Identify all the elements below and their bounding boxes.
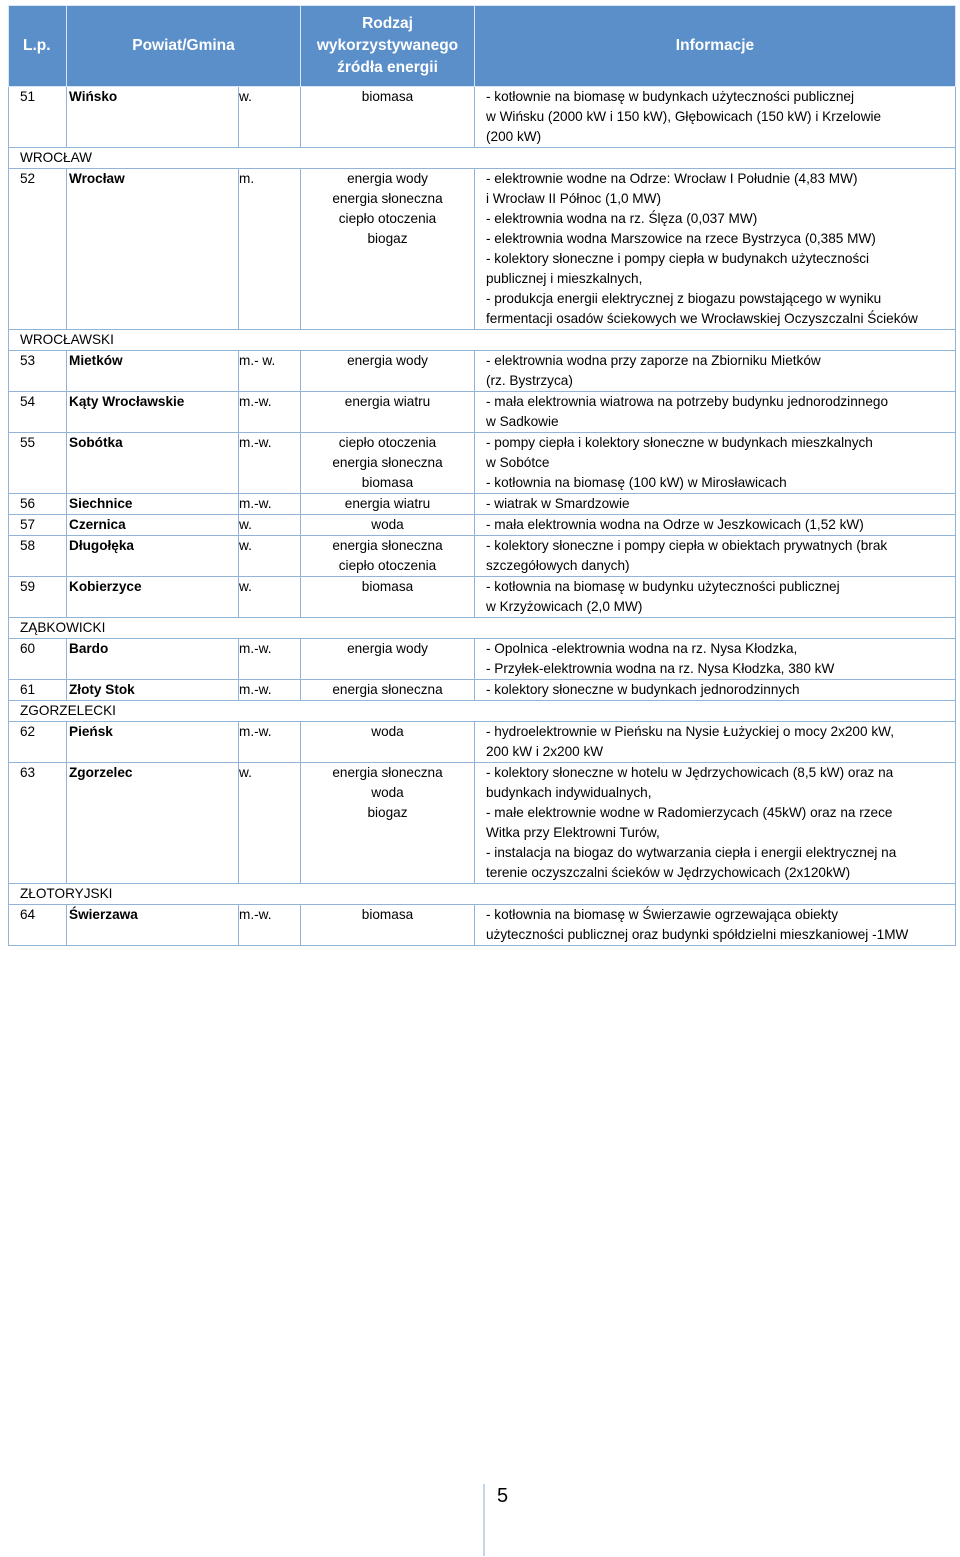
row-number: 61 xyxy=(9,680,67,701)
energy-source: biomasa xyxy=(361,579,414,594)
energy-source: energia wiatru xyxy=(344,496,431,511)
row-number: 52 xyxy=(9,169,67,330)
table-row xyxy=(9,169,956,330)
table-row xyxy=(9,722,956,763)
row-number: 51 xyxy=(9,87,67,148)
municipality-type: w. xyxy=(239,536,301,577)
table-row xyxy=(9,577,956,618)
row-number: 57 xyxy=(9,515,67,536)
info-line: 200 kW i 2x200 kW xyxy=(486,744,604,759)
region-label: ZŁOTORYJSKI xyxy=(9,884,956,905)
info-cell xyxy=(475,433,956,494)
info-cell xyxy=(475,494,956,515)
info-cell xyxy=(475,577,956,618)
municipality-type: m.-w. xyxy=(239,392,301,433)
info-cell xyxy=(475,515,956,536)
table-row xyxy=(9,433,956,494)
header-informacje: Informacje xyxy=(475,6,956,87)
info-line: szczegółowych danych) xyxy=(486,558,630,573)
energy-source: biogaz xyxy=(367,805,408,820)
info-line: fermentacji osadów ściekowych we Wrocławskiej Oczyszczalni Ścieków xyxy=(486,311,918,326)
municipality-name: Pieńsk xyxy=(67,722,239,763)
energy-sources-cell xyxy=(301,87,475,148)
info-line: - małe elektrownie wodne w Radomierzycach (45kW) oraz na rzece xyxy=(486,805,893,820)
info-line: w Krzyżowicach (2,0 MW) xyxy=(486,599,643,614)
info-line: - hydroelektrownie w Pieńsku na Nysie Łużyckiej o mocy 2x200 kW, xyxy=(486,724,894,739)
info-cell xyxy=(475,536,956,577)
energy-sources-cell xyxy=(301,722,475,763)
row-number: 53 xyxy=(9,351,67,392)
municipality-name: Czernica xyxy=(67,515,239,536)
row-number: 62 xyxy=(9,722,67,763)
table-row xyxy=(9,680,956,701)
municipality-name: Wińsko xyxy=(67,87,239,148)
municipality-type: m.-w. xyxy=(239,722,301,763)
energy-sources-cell xyxy=(301,680,475,701)
energy-source: energia wody xyxy=(347,353,428,368)
info-line: - mała elektrownia wiatrowa na potrzeby budynku jednorodzinnego xyxy=(486,394,889,409)
energy-source: energia słoneczna xyxy=(332,682,443,697)
info-line: - produkcja energii elektrycznej z biogazu powstającego w wyniku xyxy=(486,291,882,306)
info-line: użyteczności publicznej oraz budynki spółdzielni mieszkaniowej -1MW xyxy=(486,927,909,942)
region-row xyxy=(9,148,956,169)
energy-source: woda xyxy=(371,724,404,739)
info-line: - elektrownia wodna Marszowice na rzece Bystrzyca (0,385 MW) xyxy=(486,231,876,246)
info-line: w Sadkowie xyxy=(486,414,559,429)
header-source-line: Rodzaj xyxy=(362,15,413,32)
info-line: - wiatrak w Smardzowie xyxy=(486,496,630,511)
energy-sources-cell xyxy=(301,433,475,494)
info-line: - elektrownie wodne na Odrze: Wrocław I Południe (4,83 MW) xyxy=(486,171,858,186)
info-line: budynkach indywidualnych, xyxy=(486,785,652,800)
header-source-line: wykorzystywanego xyxy=(316,37,459,54)
info-cell xyxy=(475,763,956,884)
info-cell xyxy=(475,639,956,680)
region-row xyxy=(9,330,956,351)
row-number: 58 xyxy=(9,536,67,577)
info-line: w Sobótce xyxy=(486,455,550,470)
info-line: - elektrownia wodna na rz. Ślęza (0,037 MW) xyxy=(486,211,758,226)
region-label: WROCŁAW xyxy=(9,148,956,169)
municipality-name: Bardo xyxy=(67,639,239,680)
info-line: - Przyłek-elektrownia wodna na rz. Nysa Kłodzka, 380 kW xyxy=(486,661,835,676)
energy-sources-cell xyxy=(301,494,475,515)
info-line: - kotłownia na biomasę (100 kW) w Mirosławicach xyxy=(486,475,787,490)
info-line: - mała elektrownia wodna na Odrze w Jeszkowicach (1,52 kW) xyxy=(486,517,864,532)
municipality-name: Świerzawa xyxy=(67,905,239,946)
municipality-type: m.-w. xyxy=(239,905,301,946)
table-row xyxy=(9,639,956,680)
info-line: Witka przy Elektrowni Turów, xyxy=(486,825,660,840)
row-number: 59 xyxy=(9,577,67,618)
header-powiat-gmina: Powiat/Gmina xyxy=(67,6,301,87)
row-number: 56 xyxy=(9,494,67,515)
info-line: - elektrownia wodna przy zaporze na Zbiorniku Mietków xyxy=(486,353,821,368)
info-line: - instalacja na biogaz do wytwarzania ciepła i energii elektrycznej na xyxy=(486,845,897,860)
energy-source: energia wiatru xyxy=(344,394,431,409)
table-row xyxy=(9,763,956,884)
energy-sources-cell xyxy=(301,905,475,946)
municipality-type: w. xyxy=(239,763,301,884)
info-line: - kotłownia na biomasę w budynku użyteczności publicznej xyxy=(486,579,840,594)
energy-sources-cell xyxy=(301,536,475,577)
table-row xyxy=(9,905,956,946)
info-line: - kotłownie na biomasę w budynkach użyteczności publicznej xyxy=(486,89,854,104)
region-label: WROCŁAWSKI xyxy=(9,330,956,351)
region-row xyxy=(9,701,956,722)
info-cell xyxy=(475,351,956,392)
energy-source: energia wody xyxy=(347,171,428,186)
energy-source: energia słoneczna xyxy=(332,538,443,553)
info-line: (200 kW) xyxy=(486,129,542,144)
energy-source: ciepło otoczenia xyxy=(338,435,437,450)
energy-source: energia wody xyxy=(347,641,428,656)
municipality-type: w. xyxy=(239,515,301,536)
energy-source: ciepło otoczenia xyxy=(338,211,437,226)
municipality-name: Kąty Wrocławskie xyxy=(67,392,239,433)
municipality-type: m.-w. xyxy=(239,433,301,494)
table-row xyxy=(9,536,956,577)
energy-source: biogaz xyxy=(367,231,408,246)
header-lp: L.p. xyxy=(9,6,67,87)
energy-sources-cell xyxy=(301,515,475,536)
info-cell xyxy=(475,169,956,330)
municipality-type: w. xyxy=(239,577,301,618)
info-line: - kolektory słoneczne w budynkach jednorodzinnych xyxy=(486,682,800,697)
municipality-name: Sobótka xyxy=(67,433,239,494)
region-row xyxy=(9,884,956,905)
energy-source: energia słoneczna xyxy=(332,765,443,780)
municipality-type: m.-w. xyxy=(239,494,301,515)
energy-source: woda xyxy=(371,517,404,532)
renewable-energy-table xyxy=(8,5,956,946)
info-line: - Opolnica -elektrownia wodna na rz. Nysa Kłodzka, xyxy=(486,641,798,656)
info-cell xyxy=(475,680,956,701)
info-line: terenie oczyszczalni ścieków w Jędrzychowicach (2x120kW) xyxy=(486,865,851,880)
page-number-rule xyxy=(483,1484,485,1556)
table-row xyxy=(9,392,956,433)
municipality-name: Siechnice xyxy=(67,494,239,515)
municipality-type: m. xyxy=(239,169,301,330)
info-line: i Wrocław II Północ (1,0 MW) xyxy=(486,191,661,206)
table-row xyxy=(9,351,956,392)
info-cell xyxy=(475,905,956,946)
region-label: ZĄBKOWICKI xyxy=(9,618,956,639)
info-line: - kotłownia na biomasę w Świerzawie ogrzewająca obiekty xyxy=(486,907,839,922)
row-number: 63 xyxy=(9,763,67,884)
energy-source: biomasa xyxy=(361,89,414,104)
municipality-name: Kobierzyce xyxy=(67,577,239,618)
energy-source: biomasa xyxy=(361,907,414,922)
energy-source: energia słoneczna xyxy=(332,191,443,206)
info-line: (rz. Bystrzyca) xyxy=(486,373,573,388)
municipality-name: Złoty Stok xyxy=(67,680,239,701)
table-row xyxy=(9,494,956,515)
energy-source: biomasa xyxy=(361,475,414,490)
energy-source: woda xyxy=(371,785,404,800)
energy-source: ciepło otoczenia xyxy=(338,558,437,573)
info-line: - kolektory słoneczne i pompy ciepła w budynakch użyteczności xyxy=(486,251,870,266)
energy-source: energia słoneczna xyxy=(332,455,443,470)
municipality-type: m.-w. xyxy=(239,680,301,701)
page-number: 5 xyxy=(497,1485,509,1507)
info-line: w Wińsku (2000 kW i 150 kW), Głębowicach (150 kW) i Krzelowie xyxy=(486,109,882,124)
row-number: 55 xyxy=(9,433,67,494)
table-header xyxy=(9,6,956,87)
municipality-name: Wrocław xyxy=(67,169,239,330)
region-row xyxy=(9,618,956,639)
municipality-name: Długołęka xyxy=(67,536,239,577)
region-label: ZGORZELECKI xyxy=(9,701,956,722)
energy-sources-cell xyxy=(301,577,475,618)
energy-sources-cell xyxy=(301,169,475,330)
info-cell xyxy=(475,722,956,763)
energy-sources-cell xyxy=(301,392,475,433)
energy-sources-cell xyxy=(301,351,475,392)
energy-sources-cell xyxy=(301,763,475,884)
municipality-type: m.-w. xyxy=(239,639,301,680)
info-line: publicznej i mieszkalnych, xyxy=(486,271,643,286)
info-line: - kolektory słoneczne i pompy ciepła w obiektach prywatnych (brak xyxy=(486,538,888,553)
table-body xyxy=(9,87,956,946)
row-number: 60 xyxy=(9,639,67,680)
municipality-name: Mietków xyxy=(67,351,239,392)
info-line: - kolektory słoneczne w hotelu w Jędrzychowicach (8,5 kW) oraz na xyxy=(486,765,894,780)
info-line: - pompy ciepła i kolektory słoneczne w budynkach mieszkalnych xyxy=(486,435,873,450)
table-row xyxy=(9,87,956,148)
info-cell xyxy=(475,87,956,148)
table-row xyxy=(9,515,956,536)
municipality-name: Zgorzelec xyxy=(67,763,239,884)
energy-sources-cell xyxy=(301,639,475,680)
row-number: 54 xyxy=(9,392,67,433)
info-cell xyxy=(475,392,956,433)
municipality-type: m.- w. xyxy=(239,351,301,392)
header-source-line: źródła energii xyxy=(337,59,438,76)
municipality-type: w. xyxy=(239,87,301,148)
row-number: 64 xyxy=(9,905,67,946)
header-source-type xyxy=(301,6,475,87)
